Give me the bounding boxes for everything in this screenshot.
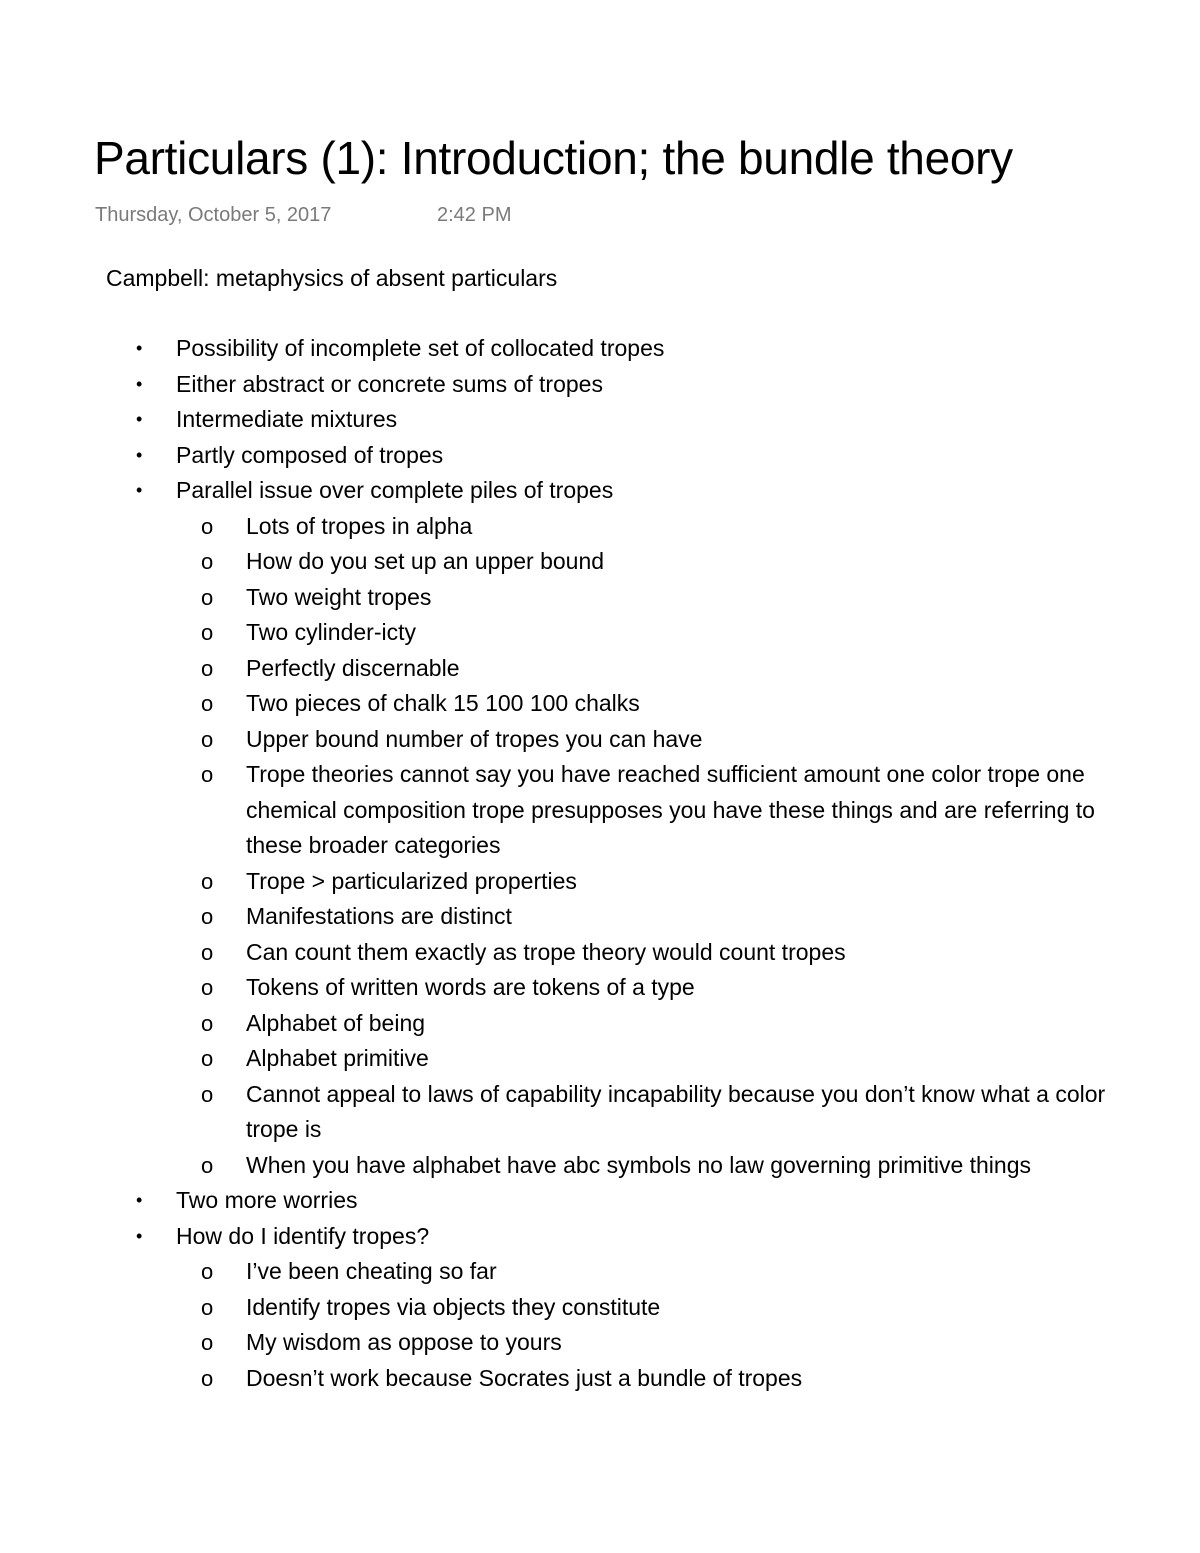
sub-bullet-item [0, 1041, 1106, 1077]
bullet-item [0, 402, 1200, 438]
sub-bullet-item [0, 580, 1106, 616]
bullet-text: Two more worries [176, 1187, 358, 1213]
sub-bullet-item [0, 509, 1106, 545]
sub-bullet-item [0, 1077, 1106, 1148]
bullet-marker: • [136, 338, 143, 358]
sub-bullet-marker: o [201, 904, 214, 929]
sub-bullet-item [0, 722, 1106, 758]
sub-bullet-marker: o [201, 1081, 214, 1107]
sub-bullet-marker: o [201, 1330, 214, 1355]
bullet-text: Two cylinder-icty [246, 619, 416, 645]
sub-bullet-marker: o [201, 1010, 214, 1036]
note-timestamp [95, 201, 512, 229]
sub-bullet-marker: o [201, 1152, 214, 1178]
bullet-text: When you have alphabet have abc symbols no law governing primitive things [246, 1151, 1031, 1178]
sub-bullet-marker: o [201, 762, 214, 787]
bullet-text: Can count them exactly as trope theory would count tropes [246, 938, 846, 965]
page-title: Particulars (1): Introduction; the bundle theory [94, 132, 1013, 184]
bullet-text: Doesn’t work because Socrates just a bundle of tropes [246, 1364, 803, 1391]
bullet-text: Alphabet primitive [246, 1045, 429, 1071]
sub-bullet-item [0, 757, 1106, 864]
bullet-item [0, 1219, 1200, 1255]
bullet-text: I’ve been cheating so far [246, 1258, 497, 1284]
sub-bullet-item [0, 1290, 1106, 1326]
bullet-text: Parallel issue over complete piles of tropes [176, 477, 614, 503]
sub-bullet-item [0, 1325, 1106, 1361]
bullet-text: My wisdom as oppose to yours [246, 1329, 562, 1355]
sub-bullet-item [0, 615, 1106, 651]
sub-bullet-item [0, 864, 1106, 900]
sub-bullet-item [0, 1148, 1106, 1184]
bullet-text: Identify tropes via objects they constitute [246, 1293, 661, 1320]
bullet-text: Perfectly discernable [246, 654, 460, 681]
bullet-text: Trope > particularized properties [246, 867, 577, 894]
sub-bullet-item [0, 970, 1106, 1006]
note-time: 2:42 PM [437, 204, 512, 226]
sub-bullet-marker: o [201, 513, 214, 539]
bullet-item [0, 367, 1200, 403]
sub-bullet-item [0, 1254, 1106, 1290]
bullet-text: How do I identify tropes? [176, 1222, 430, 1249]
bullet-text: Intermediate mixtures [176, 406, 398, 432]
note-date: Thursday, October 5, 2017 [95, 204, 332, 226]
bullet-text: Either abstract or concrete sums of tropes [176, 370, 603, 397]
bullet-item [0, 473, 1200, 509]
bullet-item [0, 438, 1200, 474]
sub-bullet-marker: o [201, 584, 214, 610]
bullet-marker: • [136, 1190, 143, 1210]
bullet-text: Upper bound number of tropes you can have [246, 725, 703, 752]
sub-bullet-item [0, 651, 1106, 687]
bullet-text: Lots of tropes in alpha [246, 512, 473, 539]
bullet-text: Alphabet of being [246, 1009, 426, 1036]
bullet-text: Possibility of incomplete set of collocated tropes [176, 335, 665, 361]
bullet-marker: • [136, 373, 143, 394]
bullet-text: Tokens of written words are tokens of a type [246, 974, 695, 1000]
bullet-item [0, 331, 1200, 367]
sub-bullet-item [0, 544, 1106, 580]
bullet-text: Two pieces of chalk 15 100 100 chalks [246, 690, 640, 716]
bullet-item [0, 1183, 1200, 1219]
bullet-text: Two weight tropes [246, 583, 432, 610]
bullet-marker: • [136, 480, 143, 500]
sub-bullet-marker: o [201, 1365, 214, 1391]
sub-bullet-marker: o [201, 1294, 214, 1320]
sub-bullet-marker: o [201, 1046, 214, 1071]
sub-bullet-marker: o [201, 939, 214, 965]
sub-bullet-item [0, 899, 1106, 935]
sub-bullet-marker: o [201, 726, 214, 752]
bullet-marker: • [136, 1225, 143, 1246]
sub-bullet-marker: o [201, 691, 214, 716]
sub-bullet-item [0, 935, 1106, 971]
sub-bullet-marker: o [201, 655, 214, 681]
sub-bullet-marker: o [201, 975, 214, 1000]
sub-bullet-marker: o [201, 549, 214, 574]
sub-bullet-marker: o [201, 1259, 214, 1284]
bullet-text: Partly composed of tropes [176, 441, 444, 468]
bullet-text: How do you set up an upper bound [246, 548, 605, 574]
sub-bullet-item [0, 686, 1106, 722]
bullet-text: Manifestations are distinct [246, 903, 512, 929]
note-heading: Campbell: metaphysics of absent particulars [106, 265, 558, 291]
sub-bullet-item [0, 1006, 1106, 1042]
bullet-marker: • [136, 409, 143, 429]
bullet-list [0, 331, 1200, 1396]
sub-bullet-marker: o [201, 868, 214, 894]
bullet-text: Trope theories cannot say you have reached sufficient amount one color trope one chemical composition trope presupposes you have these things and are referring to these broader categories [246, 761, 1095, 858]
sub-bullet-marker: o [201, 620, 214, 645]
bullet-text: Cannot appeal to laws of capability incapability because you don’t know what a color trope is [246, 1080, 1106, 1142]
sub-bullet-item [0, 1361, 1106, 1397]
bullet-marker: • [136, 444, 143, 465]
